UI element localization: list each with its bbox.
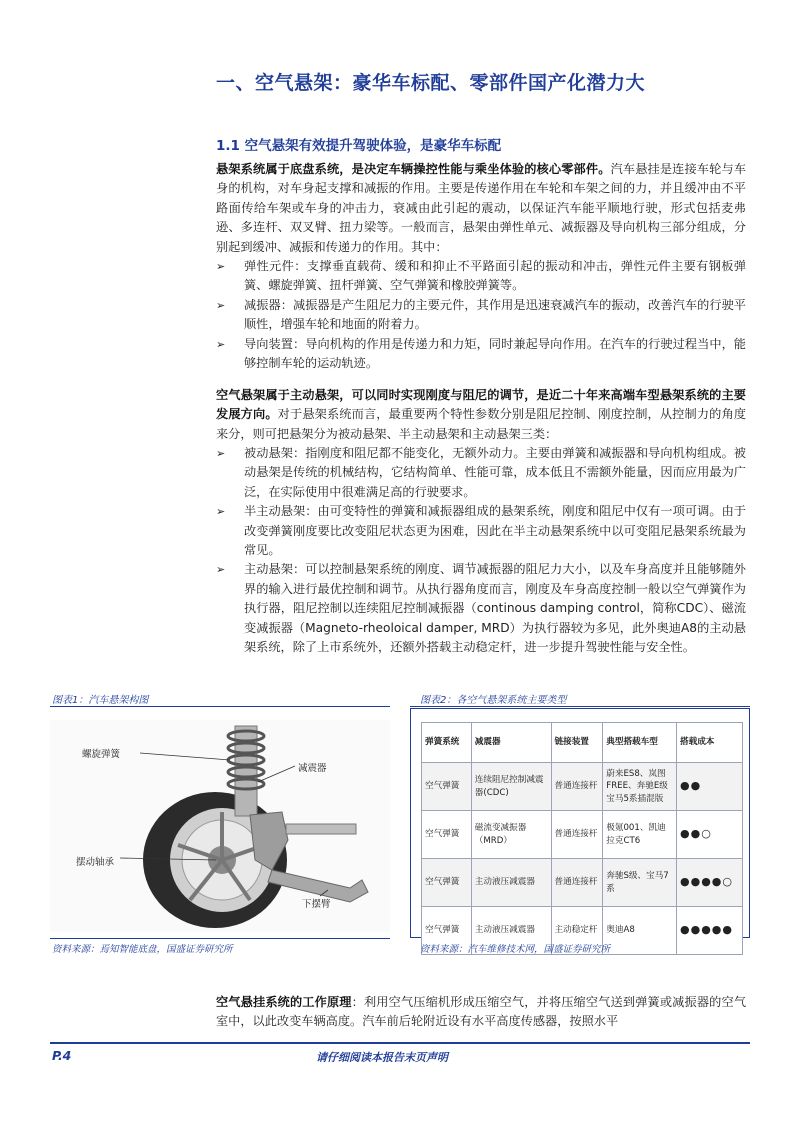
table-cell: 连续阻尼控制减震器(CDC) <box>471 763 551 811</box>
table-header-cell: 搭载成本 <box>677 723 743 763</box>
figure2-table-frame <box>410 708 750 938</box>
table-cell: 蔚来ES8、岚图FREE、奔驰E级宝马5系插混版 <box>603 763 677 811</box>
table-cell: 普通连接杆 <box>551 859 603 907</box>
table-cell: 普通连接杆 <box>551 811 603 859</box>
list-item: ➢ 弹性元件：支撑垂直载荷、缓和和抑止不平路面引起的振动和冲击，弹性元件主要有钢板弹簧、螺旋弹簧、扭杆弹簧、空气弹簧和橡胶弹簧等。 <box>216 259 746 293</box>
label-coil-spring: 螺旋弹簧 <box>82 749 121 760</box>
figure1-source: 资料来源：焉知智能底盘，国盛证券研究所 <box>52 944 233 955</box>
paragraph-active-suspension <box>216 386 746 444</box>
list-item: ➢ 导向装置：导向机构的作用是传递力和力矩，同时兼起导向作用。在汽车的行驶过程当中，能够控制车轮的运动轨迹。 <box>216 336 746 371</box>
table-row <box>422 763 743 811</box>
table-cell: 磁流变减振器（MRD） <box>471 811 551 859</box>
table-cell: 空气弹簧 <box>422 811 472 859</box>
table-cell: 主动液压减震器 <box>471 907 551 955</box>
cost-rating: ●●●●○ <box>677 859 743 907</box>
list-item: ➢ 半主动悬架：由可变特性的弹簧和减振器组成的悬架系统，刚度和阻尼中仅有一项可调。由于改变弹簧刚度要比改变阻尼状态更为困难，因此在半主动悬架系统中以可变阻尼悬架系统最为常见。 <box>216 504 746 558</box>
figure1-rule <box>50 706 390 707</box>
table-row <box>422 859 743 907</box>
table-cell: 空气弹簧 <box>422 907 472 955</box>
footer-rule <box>50 1042 750 1044</box>
list-item: ➢ 减振器：减振器是产生阻尼力的主要元件，其作用是迅速衰减汽车的振动，改善汽车的行驶平顺性，增强车轮和地面的附着力。 <box>216 297 746 332</box>
footer-disclaimer: 请仔细阅读本报告末页声明 <box>316 1051 448 1064</box>
para-body: 对于悬架系统而言，最重要两个特性参数分别是阻尼控制、刚度控制，从控制力的角度来分，则可把悬架分为被动悬架、半主动悬架和主动悬架三类： <box>216 407 747 441</box>
paragraph-working-principle <box>216 993 746 1032</box>
table-header-row <box>422 723 743 763</box>
bullet-arrow-icon: ➢ <box>216 298 226 312</box>
bullet-arrow-icon: ➢ <box>216 260 226 273</box>
air-suspension-types-table <box>421 722 743 955</box>
table-cell: 奥迪A8 <box>603 907 677 955</box>
suspension-diagram <box>50 720 390 932</box>
bullet-list-suspension-types <box>216 444 746 657</box>
table-row <box>422 811 743 859</box>
table-cell: 主动稳定杆 <box>551 907 603 955</box>
figure2-caption: 图表2：各空气悬架系统主要类型 <box>420 695 567 706</box>
table-cell: 空气弹簧 <box>422 859 472 907</box>
figure2-rule <box>410 706 750 707</box>
para-lead-bold: 悬架系统属于底盘系统，是决定车辆操控性能与乘坐体验的核心零部件。 <box>216 162 611 176</box>
label-bearing: 摆动轴承 <box>76 857 115 868</box>
label-lower-arm: 下摆臂 <box>302 899 331 910</box>
table-cell: 奔驰S级、宝马7系 <box>603 859 677 907</box>
page-title: 一、空气悬架：豪华车标配、零部件国产化潜力大 <box>216 72 646 94</box>
section-heading: 1.1 空气悬架有效提升驾驶体验，是豪华车标配 <box>216 138 502 154</box>
table-header-cell: 弹簧系统 <box>422 723 472 763</box>
figure1-bottom-rule <box>50 938 390 939</box>
bullet-list-components <box>216 257 746 373</box>
paragraph-suspension-intro <box>216 160 746 257</box>
page-number: P.4 <box>52 1048 72 1063</box>
list-item: ➢ 主动悬架：可以控制悬架系统的刚度、调节减振器的阻尼力大小，以及车身高度并且能够随外界的输入进行最优控制和调节。从执行器角度而言，刚度及车身高度控制一般以空气弹簧作为执行器，阻尼控制以连续阻尼控制减振器（continous damping control，简称CDC）、磁流变减振器（Magneto-rheoloical damper, MRD）为执行器较为多见，此外奥迪A8的主动悬架系统，除了上市系统外，还额外搭载主动稳定杆，进一步提升驾驶性能与安全性。 <box>216 562 746 655</box>
table-cell: 极氪001、凯迪拉克CT6 <box>603 811 677 859</box>
para-lead-bold: 空气悬挂系统的工作原理 <box>216 995 352 1009</box>
tie-rod-shape <box>286 824 356 834</box>
cost-rating: ●●●●● <box>677 907 743 955</box>
table-header-cell: 典型搭载车型 <box>603 723 677 763</box>
list-item: ➢ 被动悬架：指刚度和阻尼都不能变化，无额外动力。主要由弹簧和减振器和导向机构组成。被动悬架是传统的机械结构，它结构简单、性能可靠，成本低且不需额外能量，因而应用最为广泛，在实际使用中很难满足高的行驶要求。 <box>216 446 746 499</box>
para-body: ：利用空气压缩机形成压缩空气，并将压缩空气送到弹簧或减振器的空气室中，以此改变车辆高度。汽车前后轮附近设有水平高度传感器，按照水平 <box>216 995 747 1029</box>
table-cell: 普通连接杆 <box>551 763 603 811</box>
bullet-arrow-icon: ➢ <box>216 337 226 351</box>
table-header-cell: 链接装置 <box>551 723 603 763</box>
figure2-source: 资料来源：汽车维修技术网，国盛证券研究所 <box>420 944 611 955</box>
para-body: 汽车悬挂是连接车轮与车身的机构，对车身起支撑和减振的作用。主要是传递作用在车轮和车架之间的力，并且缓冲由不平路面传给车架或车身的冲击力，衰减由此引起的震动，以保证汽车能平顺地行驶，形式包括麦弗逊、多连杆、双叉臂、扭力梁等。一般而言，悬架由弹性单元、减振器及导向机构三部分组成，分别起到缓冲、减振和传递力的作用。其中： <box>216 162 747 254</box>
cost-rating: ●●○ <box>677 811 743 859</box>
label-damper: 减震器 <box>298 763 327 774</box>
bullet-arrow-icon: ➢ <box>216 447 226 460</box>
para-lead-bold: 空气悬架属于主动悬架，可以同时实现刚度与阻尼的调节，是近二十年来高端车型悬架系统的主要发展方向。 <box>216 388 746 422</box>
bullet-arrow-icon: ➢ <box>216 563 226 577</box>
figure1-caption: 图表1：汽车悬架构图 <box>52 695 149 706</box>
table-header-cell: 减震器 <box>471 723 551 763</box>
bullet-arrow-icon: ➢ <box>216 505 226 519</box>
cost-rating: ●● <box>677 763 743 811</box>
table-cell: 空气弹簧 <box>422 763 472 811</box>
table-cell: 主动液压减震器 <box>471 859 551 907</box>
